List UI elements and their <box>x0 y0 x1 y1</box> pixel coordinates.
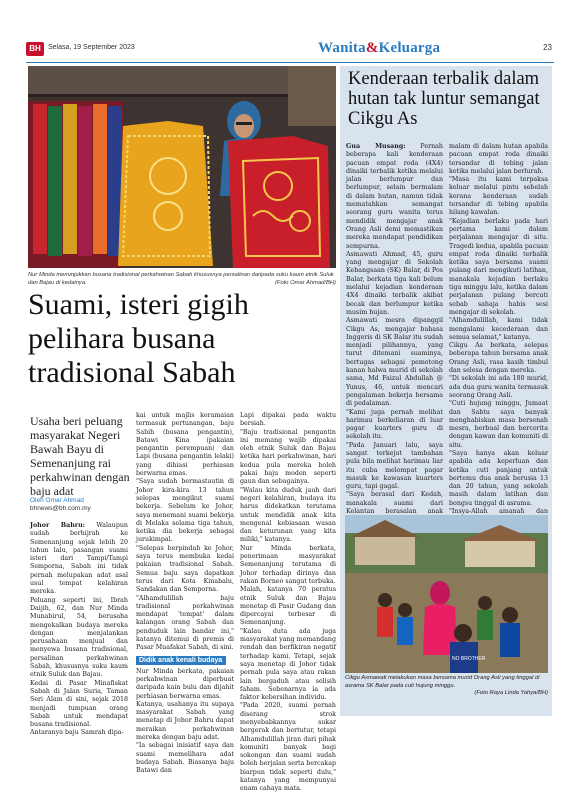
story1-headline: Suami, isteri gigih pelihara busana tradisional Sabah <box>28 288 249 389</box>
bh-logo: BH <box>26 42 44 56</box>
story1-subhead: Didik anak kenali budaya <box>136 656 226 665</box>
teacher-students-illustration <box>345 515 548 673</box>
header-rule <box>26 62 554 63</box>
story2-headline: Kenderaan terbalik dalam hutan tak luntur semangat Cikgu As <box>348 69 540 129</box>
story2-column-1: Gua Musang: Pernah beberapa kali kenderaan pacuan empat roda (4X4) dinaiki terbalik ketika melalui jalan berlumpur dan berlumpur, selain bermalam di dalam hutan, namun tidak mematahkan semangat seorang guru wanita terus mendidik mengajar anak Orang Asli demi memastikan mereka mendapat pendidikan sempurna. Asmawati Ahmad, 45, guru yang mengajar di Sekolah Kebangsaan (SK) Balar, di Pos Balar, berkata tiga kali belum melalui kejadian kenderaan 4X4 dinaiki terbalik akibat becak dan berlumpur ketika musim hujan. Asmawati mesra dipanggil Cikgu As, mengajar bahasa Inggeris di SK Balar itu sudah menjadi pilihannya, yang turut ditemani suaminya, bertugas sebagai pemotong kanan halwa murid di sekolah sama, Md Faizul Abdullah @ Yunus, 46, untuk mencari pengalaman bekerja bersama di pedalaman. "Kami juga pernah melihat harimau berkeliaran di luar pagar kuarters guru di sekolah itu. "Pada Januari lalu, saya sangat terkejut tambahan pula bila melihat harimau liar itu cuba melompat pagar masuk ke kawasan kuarters guru, tapi gagal. "Saya berasal dari Kedah, manakala suami dari Kelantan berasalan anak <box>346 143 443 516</box>
issue-date: Selasa, 19 September 2023 <box>48 44 135 51</box>
story1-column-2: kai untuk majlis keramaian termasuk pertunangan, baju Sabih (busana pengantin), Batawi Kina (pakaian pengantin perempuan) dan Lapi (busana pengantin lelaki) yang dihiasi perhiasan berwarna emas. "Saya sudah bermastautin di Johor kira-kira 13 tahun selepas mengikut suami bekerja. Sebelum ke Johor, saya menemani suami bekerja di Melaka selama tiga tahun, ketika dia bekerja sebagai jurukimpal. "Selepas berpindah ke Johor, saya terus membuka kedai pakaian tradisional Sabah. Semua baju saya dapatkan terus dari Kota Kinabalu, Sandakan dan Semporna. "Alhamdulillah baju tradisional perkahwinan mendapat 'tempat' dalam kalangan orang Sabah dan penduduk lain bandar ini," katanya ditemui di premis di Pasar Muafakat Sabah, di sini. Didik anak kenali budaya Nur Minda berkata, pakaian perkahwinan diperbuat daripada kain bulu dan dijahit perhiasan berwarna emas. Katanya, usahanya itu supaya masyarakat Sabah yang menetap di Johor Bahru dapat meraikan perkahwinan mereka dengan baju adat. "Ia sebagai inisiatif saya dan suami memelihara adat budaya Sabah. Biasanya baju Batawi dan <box>136 412 234 775</box>
story1-byline: Oleh Omar Ahmad bhnews@bh.com.my <box>30 497 126 513</box>
photo1-credit: (Foto Omar Ahmad/BH) <box>275 280 336 286</box>
story1-column-1: Johor Bahru: Walaupun sudah berhijrah ke Semenanjung sejak lebih 20 tahun lalu, pasangan suami isteri dari Tampi/Tampi Semporna, Sabah ini tidak pernah melupakan adat asal usul tempat kelahiran mereka. Peluang seperti ini, Ibrah Daijih, 62, dan Nur Minda Munabirul, 54, berusaha mengekalkan budaya mereka dengan menjalankan perusahaan menjual dan menyewa busana tradisional, persalinan perkahwinan Sabah, khususnya suku kaum etnik Suluk dan Bajau. Kedai di Pasar Minafiskat Sabah di Jalan Suria, Taman Seri Alam di sini, sejak 2018 menjadi tumpuan orang Sabah untuk mendapat busana tradisional. Antaranya baju Samrah dipa- <box>30 522 128 737</box>
shirt-text: NO BROTHER <box>452 656 486 662</box>
story1-column-3: Lapi dipakai pada waktu bersiah. "Baju tradisional pengantin ini memang wajib dipakai oleh etnik Suluk dan Bajau ketika hari perkahwinan, hari kedua pula mereka boleh pakai baju moden seperti gaun dan sebagainya. "Walau kita duduk jauh dari negeri kelahiran, budaya itu harus didekatkan terutama untuk mendidik anak kita mengenal kebiasaan wasan dan keturunan yang kita miliki," katanya. Nur Minda berkata, penerimaan masyarakat Semenanjung terutama di Johor terhadap dirinya dan rakan Borneo sangat terbuka. Malah, katanya 70 peratus etnik Suluk dan Bajau menetap di Pasir Gudang dan dipercayai terbesar di Semenanjung. "Kalau duta ada juga masyarakat yang memandang rendah dan berfikiran negatif terhadap kami. Tetapi, sejak saya menetap di Johor tidak pernah pula saya atau rakan lain bergaduh atau selisih faham. Sebenarnya ia ada faktor kebersihan individu. "Pada 2020, suami pernah diserang strok menyebabkannya sukar bergerak dan bertutur, tetapi Alhamdulillah jiran dari pihak komuniti banyak bagi sokongan dan suami sudah boleh berjalan serta bercakap biarpun tidak seperti dulu," katanya yang mempunyai enam cahaya mata. <box>240 412 336 793</box>
photo2-credit: (Foto Raya Linda Yahya/BH) <box>474 690 548 696</box>
photo1-caption: Nur Minda menunjukkan busana tradisional perkahwinan Sabah khususnya persalinan daripada suku kaum etnik Suluk dan Bajau di kedainya. (Foto Omar Ahmad/BH) <box>28 272 336 286</box>
story2-column-2: malam di dalam hutan apabila pacuan empat roda dinaiki tersandar di tebing jalan ketika melalui jalan berlurah. "Masa itu kami terpaksa keluar melalui pintu sebelah kerana kenderaan sudah tersandar di tebing apabila hilang kawalan. "Kejadian berlaku pada hari pertama kami dalam perjalanan mengajar di situ. Tragedi kedua, apabila pacuan empat roda dinaiki terbalik ketika saya bersama suami pulang dari mengikuti latihan, manakala kejadian berlaku tiga minggu lalu, ketika dalam perjalanan pulang bercuti sebab sahaja habis sesi mengajar di sekolah. "Alhamdulillah, kami tidak mengalami kecederaan dan semua selamat," katanya. Cikgu As berkata, selepas beberapa tahun bersama anak Orang Asli, rasa kasih timbul dan selesa dengan mereka. "Di sekolah ini ada 180 murid, ada dua guru wanita termasuk seorang Orang Asli. "Cuti hujung minggu, Jumaat dan Sabtu saya banyak menghabiskan masa bersenah mesra, berbual dan bercerita dengan kawan dan komuniti di situ. "Saya hanya akan keluar apabila ada keperluan dan ketika cuti panjang untuk bertemu dua anak berusia 13 dan 20 tahun, yang sekolah masih dalam latihan dan bongsu tinggal di asrama. "Insya-Allah amanah dan <box>449 143 548 516</box>
page-number: 23 <box>543 43 552 52</box>
photo-traditional-costume <box>28 66 336 268</box>
photo-teacher-students <box>345 515 548 673</box>
story1-deck: Usaha beri peluang masyarakat Negeri Bawah Bayu di Semenanjung rai perkahwinan dengan baju adat <box>30 414 130 498</box>
costume-shop-illustration <box>28 66 336 268</box>
byline-email: bhnews@bh.com.my <box>30 505 91 512</box>
section-title: Wanita&Keluarga <box>318 40 441 56</box>
photo2-caption: Cikgu Asmawati melakukan masa bersama murid Orang Asli yang tinggal di asrama SK Balar pada cuti hujung minggu. (Foto Raya Linda Yahya/BH) <box>345 675 548 696</box>
page-header <box>26 40 554 62</box>
